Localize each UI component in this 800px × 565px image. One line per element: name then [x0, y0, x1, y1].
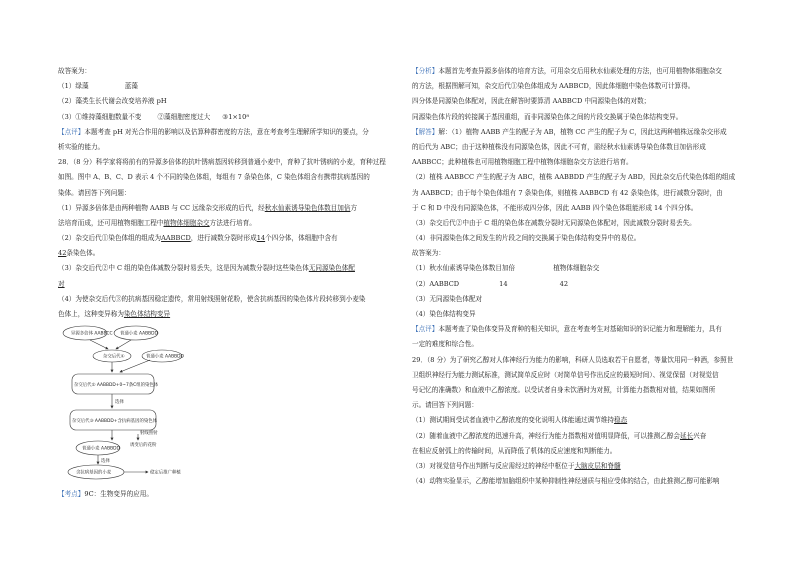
- analysis-tag: 【分析】: [412, 67, 439, 75]
- hybrid-3-label: 杂交后代③ AABBDD+含抗病基因的染色体: [72, 419, 158, 425]
- select-1-label: 选择: [115, 400, 124, 406]
- subq-2-line-1: （2）杂交后代①染色体组的组成为AABBCD，进行减数分裂时形成14个四分体，体细胞中含有: [58, 234, 338, 243]
- analysis-line-1: 【分析】本题首先考查异源多倍体的培育方法，可用杂交后用秋水仙素处理的方法，也可用植物体细胞杂交: [412, 67, 722, 75]
- answer-blank: 植物体细胞杂交: [163, 218, 210, 227]
- part-3: （3）对视觉信号作出判断与反应需经过的神经中枢位于大脑皮层和脊髓: [412, 461, 621, 470]
- points-tag: 【考点】: [58, 490, 85, 499]
- solution-line-4: （2）植株 AABBCC 产生的配子为 ABC，植株 AABBDD 产生的配子为 ABD，因此杂交后代染色体组的组成: [412, 173, 736, 182]
- result-line-4: （4）染色体结构变异: [412, 310, 476, 318]
- part-2-line-1: （2）随着血液中乙醇浓度的迅速升高，神经行为能力指数相对值明显降低，可以推测乙醇会延长兴奋: [412, 431, 707, 440]
- question-28-line-2: 如图。图中 A、B、C、D 表示 4 个不同的染色体组，每组有 7 条染色体，C 染色体组含有携带抗病基因的: [58, 173, 370, 182]
- question-29-line-4: 示。请回答下列问题：: [412, 401, 478, 410]
- part-4: （4）动物实验显示，乙醇能增加脑组织中某种抑制性神经递质与相应受体的结合，由此推测乙醇可能影响: [412, 477, 720, 486]
- answer-blank: 对: [58, 279, 65, 288]
- question-29-line-3: 号记忆的准确数）和血液中乙醇浓度。以受试者自身未饮酒时为对照，计算能力指数相对值，结果如图所: [412, 385, 716, 394]
- solution-line-7: （3）杂交后代②中由于 C 组的染色体在减数分裂时无同源染色体配对，因此减数分裂时易丢失。: [412, 218, 696, 227]
- analysis-line-4: 同源染色体片段的转接属于基因重组，而非同源染色体之间的片段交换属于染色体结构变异。: [412, 112, 683, 121]
- subq-3-line-1: （3）杂交后代②中 C 组的染色体减数分裂时易丢失，这是因为减数分裂时这些染色体无同源染色体配: [58, 264, 355, 273]
- solution-line-8: （4）非同源染色体之间发生的片段之间的交换属于染色体结构变异中的易位。: [412, 234, 641, 243]
- left-column: [58, 64, 388, 502]
- subq-3-line-2: [58, 277, 388, 292]
- hybrid-1-label: 杂交后代①: [103, 354, 125, 360]
- parent-3-label: 普通小麦 AABBDD: [146, 354, 184, 360]
- answer-line-2: （2）藻类生长代谢会改变培养液 pH: [58, 97, 167, 106]
- question-28-line-1: 28．（8 分）科学家将将前有的异源多倍体的抗叶锈病基因转移到普通小麦中，育种了抗叶锈病的小麦，育种过程: [58, 158, 386, 167]
- answer-blank: 无同源染色体配: [308, 264, 355, 273]
- subq-4-line-2: 色体上，这种变异称为染色体结构变异: [58, 310, 171, 318]
- answer-blank: 42: [58, 249, 67, 258]
- comment-1: 【点评】本题考查 pH 对光合作用的影响以及估算种群密度的方法，意在考查考生理解所学知识的要点，分: [58, 127, 369, 136]
- analysis-line-3: 四分体是同源染色体配对，因此在解答时要算清 AABBCD 中同源染色体的对数；: [412, 97, 651, 106]
- question-28-line-3: 染体。请回答下列问题：: [58, 188, 131, 197]
- select-2-label: 选择: [101, 459, 110, 465]
- solution-line-5: 为 AABBCD；由于每个染色体组有 7 条染色体，则植株 AABBCD 有 42 条染色体，进行减数分裂时，由: [412, 188, 723, 197]
- hybrid-2-label: 杂交后代② AABBDD+0~7条C组的染色体: [74, 383, 159, 389]
- breeding-flow-diagram: [58, 324, 188, 482]
- subq-1-line-2: 法培育而成，还可用植物细胞工程中植物体细胞杂交方法进行培育。: [58, 218, 256, 227]
- wheat-label: 普通小麦 AABBDD: [82, 446, 120, 452]
- solution-line-2: 的后代为 ABC；由于这种植株没有同源染色体，因此不可育，需经秋水仙素诱导染色体数目加倍形成: [412, 142, 706, 151]
- answer-heading-2: 故答案为：: [412, 249, 445, 258]
- solution-tag: 【解答】: [412, 127, 439, 136]
- answer-blank: 秋水仙素诱导染色体数目加倍: [264, 203, 351, 212]
- comment-tag: 【点评】: [412, 325, 439, 334]
- pollen-label: 诱变后的花粉: [130, 443, 157, 449]
- parent-2-label: 普通小麦 AABBDD: [120, 331, 158, 337]
- solution-line-1: 【解答】解：（1）植物 AABB 产生的配子为 AB，植物 CC 产生的配子为 C，因此这两种植株远缘杂交形成: [412, 127, 727, 136]
- part-1: （1）测试期间受试者血液中乙醇浓度的变化说明人体能通过调节维持稳态: [412, 416, 628, 425]
- comment-1-cont: 析实验的能力。: [58, 142, 105, 151]
- solution-line-6: 于 C 和 D 中没有同源染色体，不能形成四分体，因此 AABB 四个染色体组能形成 14 个四分体。: [412, 203, 698, 212]
- question-29-line-2: 卫组织神经行为能力测试标准，测试简单反应时（对简单信号作出反应的最短时间）、视觉保留（对视觉信: [412, 370, 719, 379]
- result-line-3: （3）无同源染色体配对: [412, 294, 483, 303]
- answer-line-3: （3）①维持藻细胞数量不变 ②藻细胞密度过大 ③1×10⁸: [58, 112, 249, 121]
- points-line: 【考点】9C：生物变异的应用。: [58, 490, 153, 499]
- answer-blank: AABBCD: [161, 234, 191, 243]
- answer-blank: 染色体结构变异: [123, 310, 171, 318]
- answer-blank: 14: [256, 234, 266, 243]
- final-label: 含抗病基因的小麦: [76, 470, 112, 476]
- subq-2-line-2: 42条染色体。: [58, 249, 100, 258]
- subq-4-line-1: （4）为使杂交后代③的抗病基因稳定遗传，常用射线照射花粉，使含抗病基因的染色体片段转移到小麦染: [58, 294, 366, 303]
- subq-1-line-1: （1）异源多倍体是由两种植物 AABB 与 CC 远缘杂交形成的后代，经秋水仙素诱导染色体数目加倍方: [58, 203, 358, 212]
- answer-line-1: （1）绿藻 蓝藻: [58, 82, 138, 91]
- answer-blank: 稳态: [614, 416, 628, 425]
- result-line-1: （1）秋水仙素诱导染色体数目加倍 植物体细胞杂交: [412, 264, 600, 273]
- right-column: [412, 64, 748, 489]
- result-line-2: （2）AABBCD 14 42: [412, 279, 569, 288]
- analysis-line-2: 的方法，根据图解可知，杂交后代①染色体组成为 AABBCD，因此体细胞中染色体数可计算得。: [412, 82, 695, 91]
- parent-1-label: 异源多倍体 AABBCC: [71, 331, 113, 337]
- solution-line-3: AABBCC；此种植株也可用植物细胞工程中植物体细胞杂交方法进行培育。: [412, 158, 633, 167]
- part-2-line-2: 在相应反射弧上的传输时间，从而降低了机体的反应速度和判断能力。: [412, 446, 617, 455]
- comment-tag: 【点评】: [58, 127, 85, 136]
- comment-2-cont: 一定的难度和综合性。: [412, 340, 478, 349]
- answer-blank: 大脑皮层和脊髓: [574, 461, 621, 470]
- radiation-label: 射线照射: [140, 431, 158, 437]
- answer-blank: 延长: [679, 431, 694, 440]
- answer-heading: 故答案为：: [58, 67, 91, 75]
- question-29-line-1: 29．（8 分）为了研究乙醇对人体神经行为能力的影响，科研人员选取若干自愿者，等量饮用同一种酒，参照世: [412, 355, 734, 364]
- breed-label: 稳定后推广种植: [150, 470, 181, 476]
- comment-2: 【点评】本题考查了染色体变异及育种的相关知识，意在考查考生对基础知识的识记能力和理解能力，具有: [412, 325, 722, 334]
